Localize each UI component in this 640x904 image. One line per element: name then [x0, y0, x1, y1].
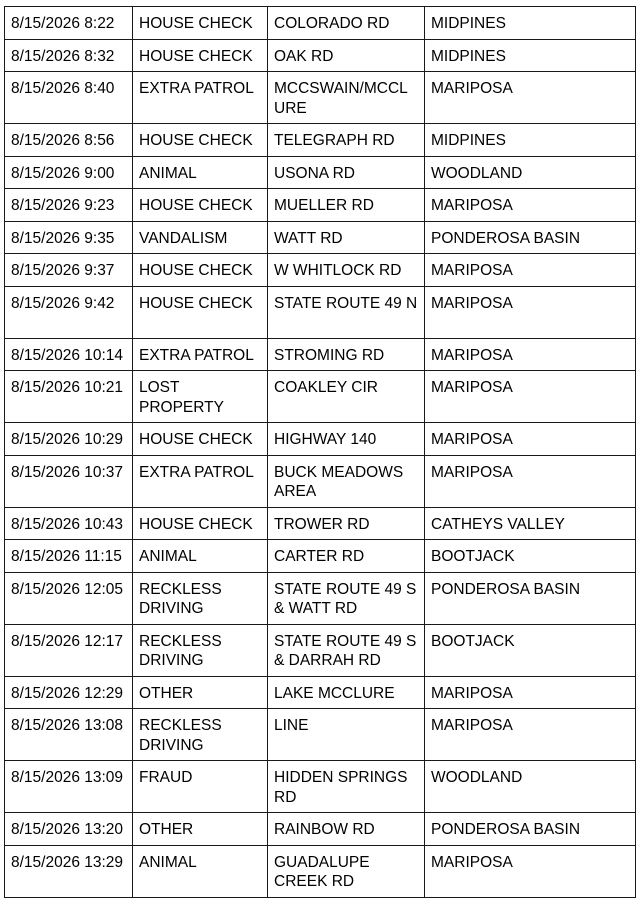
date-time-cell: 8/15/2026 13:08 [5, 709, 133, 761]
location-cell: RAINBOW RD [268, 813, 425, 846]
call-type-cell: ANIMAL [133, 540, 268, 573]
date-time-cell: 8/15/2026 8:56 [5, 124, 133, 157]
location-cell: COLORADO RD [268, 7, 425, 40]
location-cell: WATT RD [268, 221, 425, 254]
date-time-cell: 8/15/2026 10:14 [5, 338, 133, 371]
incident-log-body [5, 7, 636, 898]
table-row [5, 813, 636, 846]
location-cell: STATE ROUTE 49 S & WATT RD [268, 572, 425, 624]
area-cell: MIDPINES [425, 39, 636, 72]
location-cell: CARTER RD [268, 540, 425, 573]
area-cell: PONDEROSA BASIN [425, 221, 636, 254]
date-time-cell: 8/15/2026 12:05 [5, 572, 133, 624]
location-cell: MCCSWAIN/MCCL URE [268, 72, 425, 124]
table-row [5, 845, 636, 897]
call-type-cell: RECKLESS DRIVING [133, 624, 268, 676]
area-cell: MARIPOSA [425, 676, 636, 709]
date-time-cell: 8/15/2026 8:22 [5, 7, 133, 40]
call-type-cell: EXTRA PATROL [133, 72, 268, 124]
location-cell: TROWER RD [268, 507, 425, 540]
area-cell: CATHEYS VALLEY [425, 507, 636, 540]
date-time-cell: 8/15/2026 10:29 [5, 423, 133, 456]
area-cell: MARIPOSA [425, 371, 636, 423]
call-type-cell: EXTRA PATROL [133, 455, 268, 507]
date-time-cell: 8/15/2026 12:17 [5, 624, 133, 676]
table-row [5, 338, 636, 371]
date-time-cell: 8/15/2026 10:21 [5, 371, 133, 423]
location-cell: BUCK MEADOWS AREA [268, 455, 425, 507]
area-cell: WOODLAND [425, 156, 636, 189]
call-type-cell: LOST PROPERTY [133, 371, 268, 423]
area-cell: MARIPOSA [425, 286, 636, 338]
location-cell: STROMING RD [268, 338, 425, 371]
date-time-cell: 8/15/2026 10:37 [5, 455, 133, 507]
location-cell: MUELLER RD [268, 189, 425, 222]
area-cell: MARIPOSA [425, 455, 636, 507]
call-type-cell: EXTRA PATROL [133, 338, 268, 371]
area-cell: MARIPOSA [425, 189, 636, 222]
location-cell: LINE [268, 709, 425, 761]
location-cell: LAKE MCCLURE [268, 676, 425, 709]
call-type-cell: ANIMAL [133, 845, 268, 897]
table-row [5, 540, 636, 573]
date-time-cell: 8/15/2026 8:32 [5, 39, 133, 72]
call-type-cell: RECKLESS DRIVING [133, 572, 268, 624]
call-type-cell: HOUSE CHECK [133, 189, 268, 222]
date-time-cell: 8/15/2026 9:35 [5, 221, 133, 254]
location-cell: STATE ROUTE 49 S & DARRAH RD [268, 624, 425, 676]
table-row [5, 624, 636, 676]
location-cell: COAKLEY CIR [268, 371, 425, 423]
location-cell: TELEGRAPH RD [268, 124, 425, 157]
table-row [5, 189, 636, 222]
call-type-cell: HOUSE CHECK [133, 124, 268, 157]
table-row [5, 572, 636, 624]
area-cell: MARIPOSA [425, 845, 636, 897]
call-type-cell: HOUSE CHECK [133, 507, 268, 540]
call-type-cell: HOUSE CHECK [133, 7, 268, 40]
date-time-cell: 8/15/2026 13:20 [5, 813, 133, 846]
area-cell: MIDPINES [425, 124, 636, 157]
table-row [5, 254, 636, 287]
area-cell: WOODLAND [425, 761, 636, 813]
table-row [5, 156, 636, 189]
area-cell: MIDPINES [425, 7, 636, 40]
call-type-cell: HOUSE CHECK [133, 286, 268, 338]
location-cell: OAK RD [268, 39, 425, 72]
call-type-cell: OTHER [133, 676, 268, 709]
date-time-cell: 8/15/2026 8:40 [5, 72, 133, 124]
table-row [5, 761, 636, 813]
table-row [5, 423, 636, 456]
date-time-cell: 8/15/2026 9:23 [5, 189, 133, 222]
location-cell: GUADALUPE CREEK RD [268, 845, 425, 897]
area-cell: PONDEROSA BASIN [425, 813, 636, 846]
area-cell: MARIPOSA [425, 254, 636, 287]
area-cell: BOOTJACK [425, 540, 636, 573]
date-time-cell: 8/15/2026 9:00 [5, 156, 133, 189]
area-cell: BOOTJACK [425, 624, 636, 676]
date-time-cell: 8/15/2026 10:43 [5, 507, 133, 540]
table-row [5, 286, 636, 338]
location-cell: HIDDEN SPRINGS RD [268, 761, 425, 813]
location-cell: STATE ROUTE 49 N [268, 286, 425, 338]
call-type-cell: HOUSE CHECK [133, 423, 268, 456]
location-cell: HIGHWAY 140 [268, 423, 425, 456]
table-row [5, 72, 636, 124]
call-type-cell: HOUSE CHECK [133, 39, 268, 72]
call-type-cell: ANIMAL [133, 156, 268, 189]
date-time-cell: 8/15/2026 13:29 [5, 845, 133, 897]
area-cell: MARIPOSA [425, 72, 636, 124]
date-time-cell: 8/15/2026 13:09 [5, 761, 133, 813]
table-row [5, 455, 636, 507]
location-cell: W WHITLOCK RD [268, 254, 425, 287]
area-cell: MARIPOSA [425, 423, 636, 456]
call-type-cell: HOUSE CHECK [133, 254, 268, 287]
table-row [5, 676, 636, 709]
table-row [5, 39, 636, 72]
date-time-cell: 8/15/2026 12:29 [5, 676, 133, 709]
date-time-cell: 8/15/2026 11:15 [5, 540, 133, 573]
date-time-cell: 8/15/2026 9:37 [5, 254, 133, 287]
call-type-cell: OTHER [133, 813, 268, 846]
call-type-cell: RECKLESS DRIVING [133, 709, 268, 761]
date-time-cell: 8/15/2026 9:42 [5, 286, 133, 338]
location-cell: USONA RD [268, 156, 425, 189]
table-row [5, 124, 636, 157]
area-cell: MARIPOSA [425, 709, 636, 761]
table-row [5, 709, 636, 761]
call-type-cell: VANDALISM [133, 221, 268, 254]
table-row [5, 371, 636, 423]
table-row [5, 507, 636, 540]
table-row [5, 221, 636, 254]
area-cell: PONDEROSA BASIN [425, 572, 636, 624]
call-type-cell: FRAUD [133, 761, 268, 813]
area-cell: MARIPOSA [425, 338, 636, 371]
table-row [5, 7, 636, 40]
incident-log-table [4, 6, 636, 898]
